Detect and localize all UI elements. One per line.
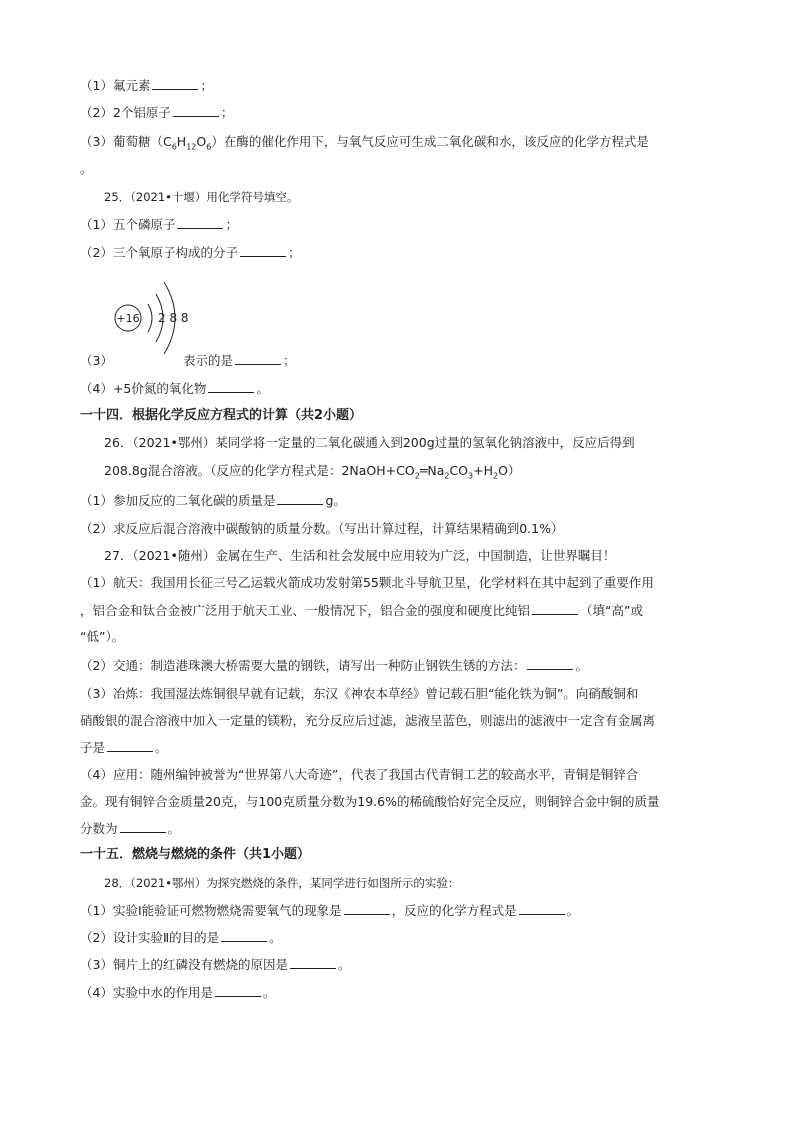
q28-part3 <box>80 956 720 974</box>
subscript: 2 <box>414 471 420 481</box>
q27-part1-text: ，铝合金和钛合金被广泛用于航天工业、一般情况下，铝合金的强度和硬度比纯铝 <box>80 603 531 618</box>
subscript: 12 <box>186 142 197 152</box>
q28-part2-text: （2）设计实验Ⅱ的目的是 <box>80 930 220 945</box>
q27-part2-text: （2）交通：制造港珠澳大桥需要大量的钢铁，请写出一种防止钢铁生锈的方法： <box>80 658 526 673</box>
q24-part3-end <box>80 160 720 178</box>
answer-blank[interactable] <box>215 984 261 997</box>
answer-blank[interactable] <box>519 902 565 915</box>
q27-part3-line1 <box>80 685 720 703</box>
q24-part2-text: （2）2个铝原子 <box>80 105 171 120</box>
atom-structure-diagram <box>112 270 192 362</box>
q28-part4-text: （4）实验中水的作用是 <box>80 985 213 1000</box>
q24-part3 <box>80 133 720 151</box>
q28-part1-text: ，反应的化学方程式是 <box>391 903 517 918</box>
formula-part: H <box>176 134 187 149</box>
answer-blank[interactable] <box>173 104 219 117</box>
q25-part1 <box>80 216 720 234</box>
q27-part1-text: （填“高”或 <box>580 603 643 618</box>
question-stem: 28．（2021•鄂州）为探究燃烧的条件，某同学进行如图所示的实验： <box>104 876 460 890</box>
formula-part: CO <box>449 463 469 478</box>
answer-blank[interactable] <box>177 216 223 229</box>
formula-part: ═Na <box>419 463 445 478</box>
punct: 。 <box>566 903 580 918</box>
q24-part2 <box>80 104 720 122</box>
answer-blank[interactable] <box>107 739 153 752</box>
punct: 。 <box>337 957 351 972</box>
q27-stem <box>104 547 744 565</box>
question-stem: 26．（2021•鄂州）某同学将一定量的二氧化碳通入到200g过量的氢氧化钠溶液中，反应后得到 <box>104 435 635 450</box>
answer-blank[interactable] <box>152 77 198 90</box>
shell-arc-1 <box>148 304 152 332</box>
q25-part1-text: （1）五个磷原子 <box>80 217 176 232</box>
q27-part1-line3 <box>80 628 720 646</box>
answer-blank[interactable] <box>277 492 323 505</box>
q26-part1-text: （1）参加反应的二氧化碳的质量是 <box>80 493 276 508</box>
q27-part3-line3 <box>80 739 720 757</box>
q27-part4-text: 分数为 <box>80 821 118 836</box>
question-stem: 25．（2021•十堰）用化学符号填空。 <box>104 190 299 204</box>
q27-part4-line2 <box>80 793 720 811</box>
q25-part3-text: （3） <box>80 353 113 368</box>
q25-stem <box>104 188 744 206</box>
punct: ； <box>220 105 234 120</box>
answer-blank[interactable] <box>344 902 390 915</box>
q28-stem <box>104 874 744 892</box>
q26-part2-text: （2）求反应后混合溶液中碳酸钠的质量分数。（写出计算过程，计算结果精确到0.1%） <box>80 521 564 536</box>
q27-part3-text: （3）冶炼：我国湿法炼铜很早就有记载，东汉《神农本草经》曾记载石胆“能化铁为铜”。向硝酸铜和 <box>80 686 639 701</box>
punct: 。 <box>256 381 269 396</box>
question-stem: 208.8g混合溶液。（反应的化学方程式是：2NaOH+CO <box>104 463 415 478</box>
answer-blank[interactable] <box>290 956 336 969</box>
q28-part1-text: （1）实验Ⅰ能验证可燃物燃烧需要氧气的现象是 <box>80 903 342 918</box>
q28-part3-text: （3）铜片上的红磷没有燃烧的原因是 <box>80 957 288 972</box>
q24-part1-text: （1）氟元素 <box>80 78 151 93</box>
q28-part4 <box>80 984 720 1002</box>
punct: ； <box>225 217 238 232</box>
shell-electrons: 2 8 8 <box>158 311 189 325</box>
q25-part4 <box>80 380 720 398</box>
q24-part3-text: （3）葡萄糖（C <box>80 134 172 149</box>
q26-part2 <box>80 520 720 538</box>
question-stem: 27．（2021•随州）金属在生产、生活和社会发展中应用较为广泛，中国制造，让世界瞩目！ <box>104 548 616 563</box>
answer-blank[interactable] <box>221 929 267 942</box>
q27-part1-line2 <box>80 602 720 620</box>
formula-part: +H <box>473 463 493 478</box>
answer-blank[interactable] <box>208 380 254 393</box>
punct: ； <box>200 78 213 93</box>
q27-part4-text: （4）应用：随州编钟被誉为“世界第八大奇迹”，代表了我国古代青铜工艺的较高水平，青铜是铜锌合 <box>80 767 639 782</box>
answer-blank[interactable] <box>240 244 286 257</box>
punct: 。 <box>80 161 93 176</box>
subscript: 6 <box>206 142 212 152</box>
section-title: 一十五．燃烧与燃烧的条件（共1小题） <box>80 847 311 862</box>
answer-blank[interactable] <box>120 820 166 833</box>
unit: g。 <box>325 493 346 508</box>
q27-part4-text: 金。现有铜锌合金质量20克，与100克质量分数为19.6%的稀硫酸恰好完全反应，则铜锌合金中铜的质量 <box>80 794 660 809</box>
q28-part2 <box>80 929 720 947</box>
punct: 。 <box>269 930 282 945</box>
q27-part1-text: （1）航天：我国用长征三号乙运载火箭成功发射第55颗北斗导航卫星，化学材料在其中起到了重要作用 <box>80 575 654 590</box>
q27-part3-text: 子是 <box>80 740 106 755</box>
subscript: 2 <box>444 471 450 481</box>
nucleus-charge: +16 <box>116 312 140 325</box>
q24-part3-text: ）在酶的催化作用下，与氧气反应可生成二氧化碳和水，该反应的化学方程式是 <box>211 134 649 149</box>
q27-part3-line2 <box>80 712 720 730</box>
q24-part1 <box>80 77 720 95</box>
q27-part4-line3 <box>80 820 720 838</box>
q27-part2 <box>80 657 720 675</box>
q25-part4-text: （4）+5价氮的氧化物 <box>80 381 207 396</box>
q25-part2 <box>80 244 720 262</box>
answer-blank[interactable] <box>235 352 281 365</box>
q27-part1-line1 <box>80 574 720 592</box>
formula-part: O <box>196 134 207 149</box>
punct: 。 <box>262 985 276 1000</box>
q26-part1 <box>80 492 720 510</box>
answer-blank[interactable] <box>527 657 573 670</box>
subscript: 3 <box>468 471 474 481</box>
q27-part3-text: 硝酸银的混合溶液中加入一定量的镁粉，充分反应后过滤，滤液呈蓝色，则滤出的滤液中一定含有金属离 <box>80 713 656 728</box>
subscript: 6 <box>171 142 177 152</box>
formula-part: O） <box>498 463 521 478</box>
punct: 。 <box>575 658 588 673</box>
punct: ； <box>287 245 301 260</box>
section-title: 一十四．根据化学反应方程式的计算（共2小题） <box>80 408 363 423</box>
q25-part3 <box>80 352 720 370</box>
punct: ； <box>282 353 296 368</box>
q27-part4-line1 <box>80 766 720 784</box>
q28-part1 <box>80 902 720 920</box>
subscript: 2 <box>493 471 499 481</box>
punct: 。 <box>167 821 181 836</box>
q27-part1-text: “低”）。 <box>80 629 125 644</box>
answer-blank[interactable] <box>532 602 578 615</box>
q25-part2-text: （2）三个氧原子构成的分子 <box>80 245 238 260</box>
punct: 。 <box>155 740 168 755</box>
q26-stem-line2 <box>104 462 744 480</box>
q26-stem-line1 <box>104 434 744 452</box>
q25-part3-text: 表示的是 <box>182 353 233 368</box>
